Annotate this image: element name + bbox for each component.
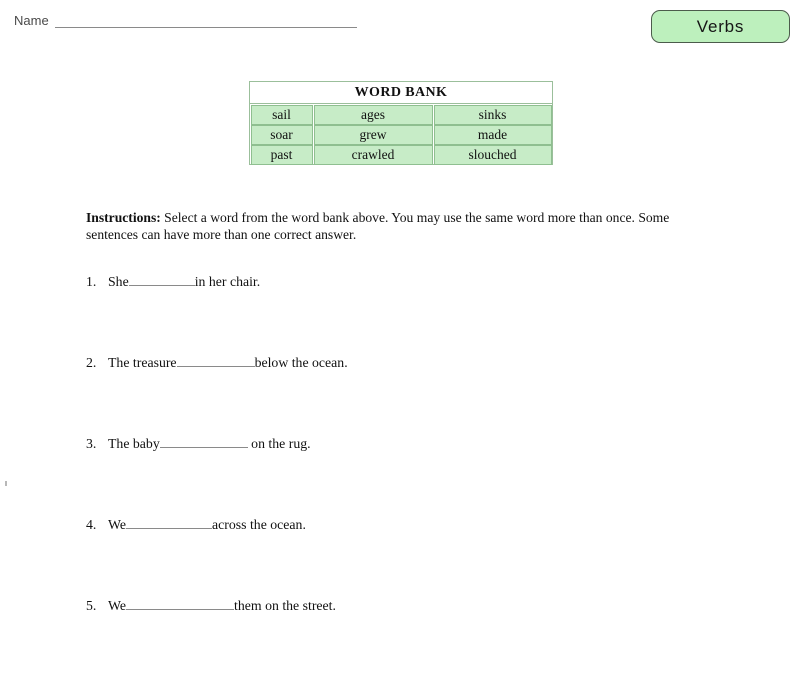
word-bank-cell[interactable]: crawled bbox=[314, 145, 433, 165]
worksheet-topic-label: Verbs bbox=[696, 16, 745, 36]
question-number: 1. bbox=[86, 274, 97, 289]
instructions-label: Instructions: bbox=[86, 210, 161, 225]
question-text-after-blank: in her chair. bbox=[194, 274, 261, 289]
answer-blank[interactable] bbox=[160, 436, 248, 448]
worksheet-topic-badge bbox=[651, 10, 790, 43]
word-bank-table bbox=[249, 81, 553, 165]
word-bank-cell[interactable]: sinks bbox=[434, 105, 552, 125]
word-bank-cell[interactable]: slouched bbox=[434, 145, 552, 165]
question-item bbox=[86, 274, 726, 355]
question-number: 2. bbox=[86, 355, 97, 370]
question-number: 5. bbox=[86, 598, 97, 613]
page-artifact-speck bbox=[5, 481, 7, 486]
instructions-block bbox=[86, 209, 700, 243]
word-bank-cell[interactable]: sail bbox=[251, 105, 313, 125]
question-text-after-blank: across the ocean. bbox=[212, 517, 306, 532]
word-bank-cell[interactable]: made bbox=[434, 125, 552, 145]
word-bank-title: WORD BANK bbox=[250, 82, 552, 104]
word-bank-row bbox=[250, 144, 552, 164]
word-bank-row bbox=[250, 124, 552, 144]
question-text-before-blank: She bbox=[108, 274, 129, 289]
name-field-row bbox=[14, 13, 357, 28]
answer-blank[interactable] bbox=[177, 355, 255, 367]
question-list bbox=[86, 274, 726, 679]
word-bank-cell[interactable]: soar bbox=[251, 125, 313, 145]
question-item bbox=[86, 355, 726, 436]
answer-blank[interactable] bbox=[129, 274, 195, 286]
name-label: Name bbox=[14, 13, 49, 28]
word-bank-cell[interactable]: past bbox=[251, 145, 313, 165]
question-text-before-blank: The treasure bbox=[108, 355, 177, 370]
word-bank-cell[interactable]: ages bbox=[314, 105, 433, 125]
question-text-before-blank: We bbox=[108, 517, 127, 532]
word-bank-cell[interactable]: grew bbox=[314, 125, 433, 145]
question-item bbox=[86, 598, 726, 679]
question-item bbox=[86, 436, 726, 517]
question-text-before-blank: We bbox=[108, 598, 127, 613]
name-write-in-line[interactable] bbox=[55, 14, 357, 28]
question-number: 4. bbox=[86, 517, 97, 532]
question-number: 3. bbox=[86, 436, 97, 451]
instructions-text: Select a word from the word bank above. You may use the same word more than once. Some sentences can have more than one correct answer. bbox=[86, 210, 670, 242]
question-text-before-blank: The baby bbox=[108, 436, 160, 451]
question-item bbox=[86, 517, 726, 598]
question-text-after-blank: on the rug. bbox=[247, 436, 311, 451]
question-text-after-blank: them on the street. bbox=[234, 598, 336, 613]
answer-blank[interactable] bbox=[126, 517, 212, 529]
word-bank-body bbox=[250, 104, 552, 164]
word-bank-row bbox=[250, 104, 552, 124]
question-text-after-blank: below the ocean. bbox=[254, 355, 348, 370]
